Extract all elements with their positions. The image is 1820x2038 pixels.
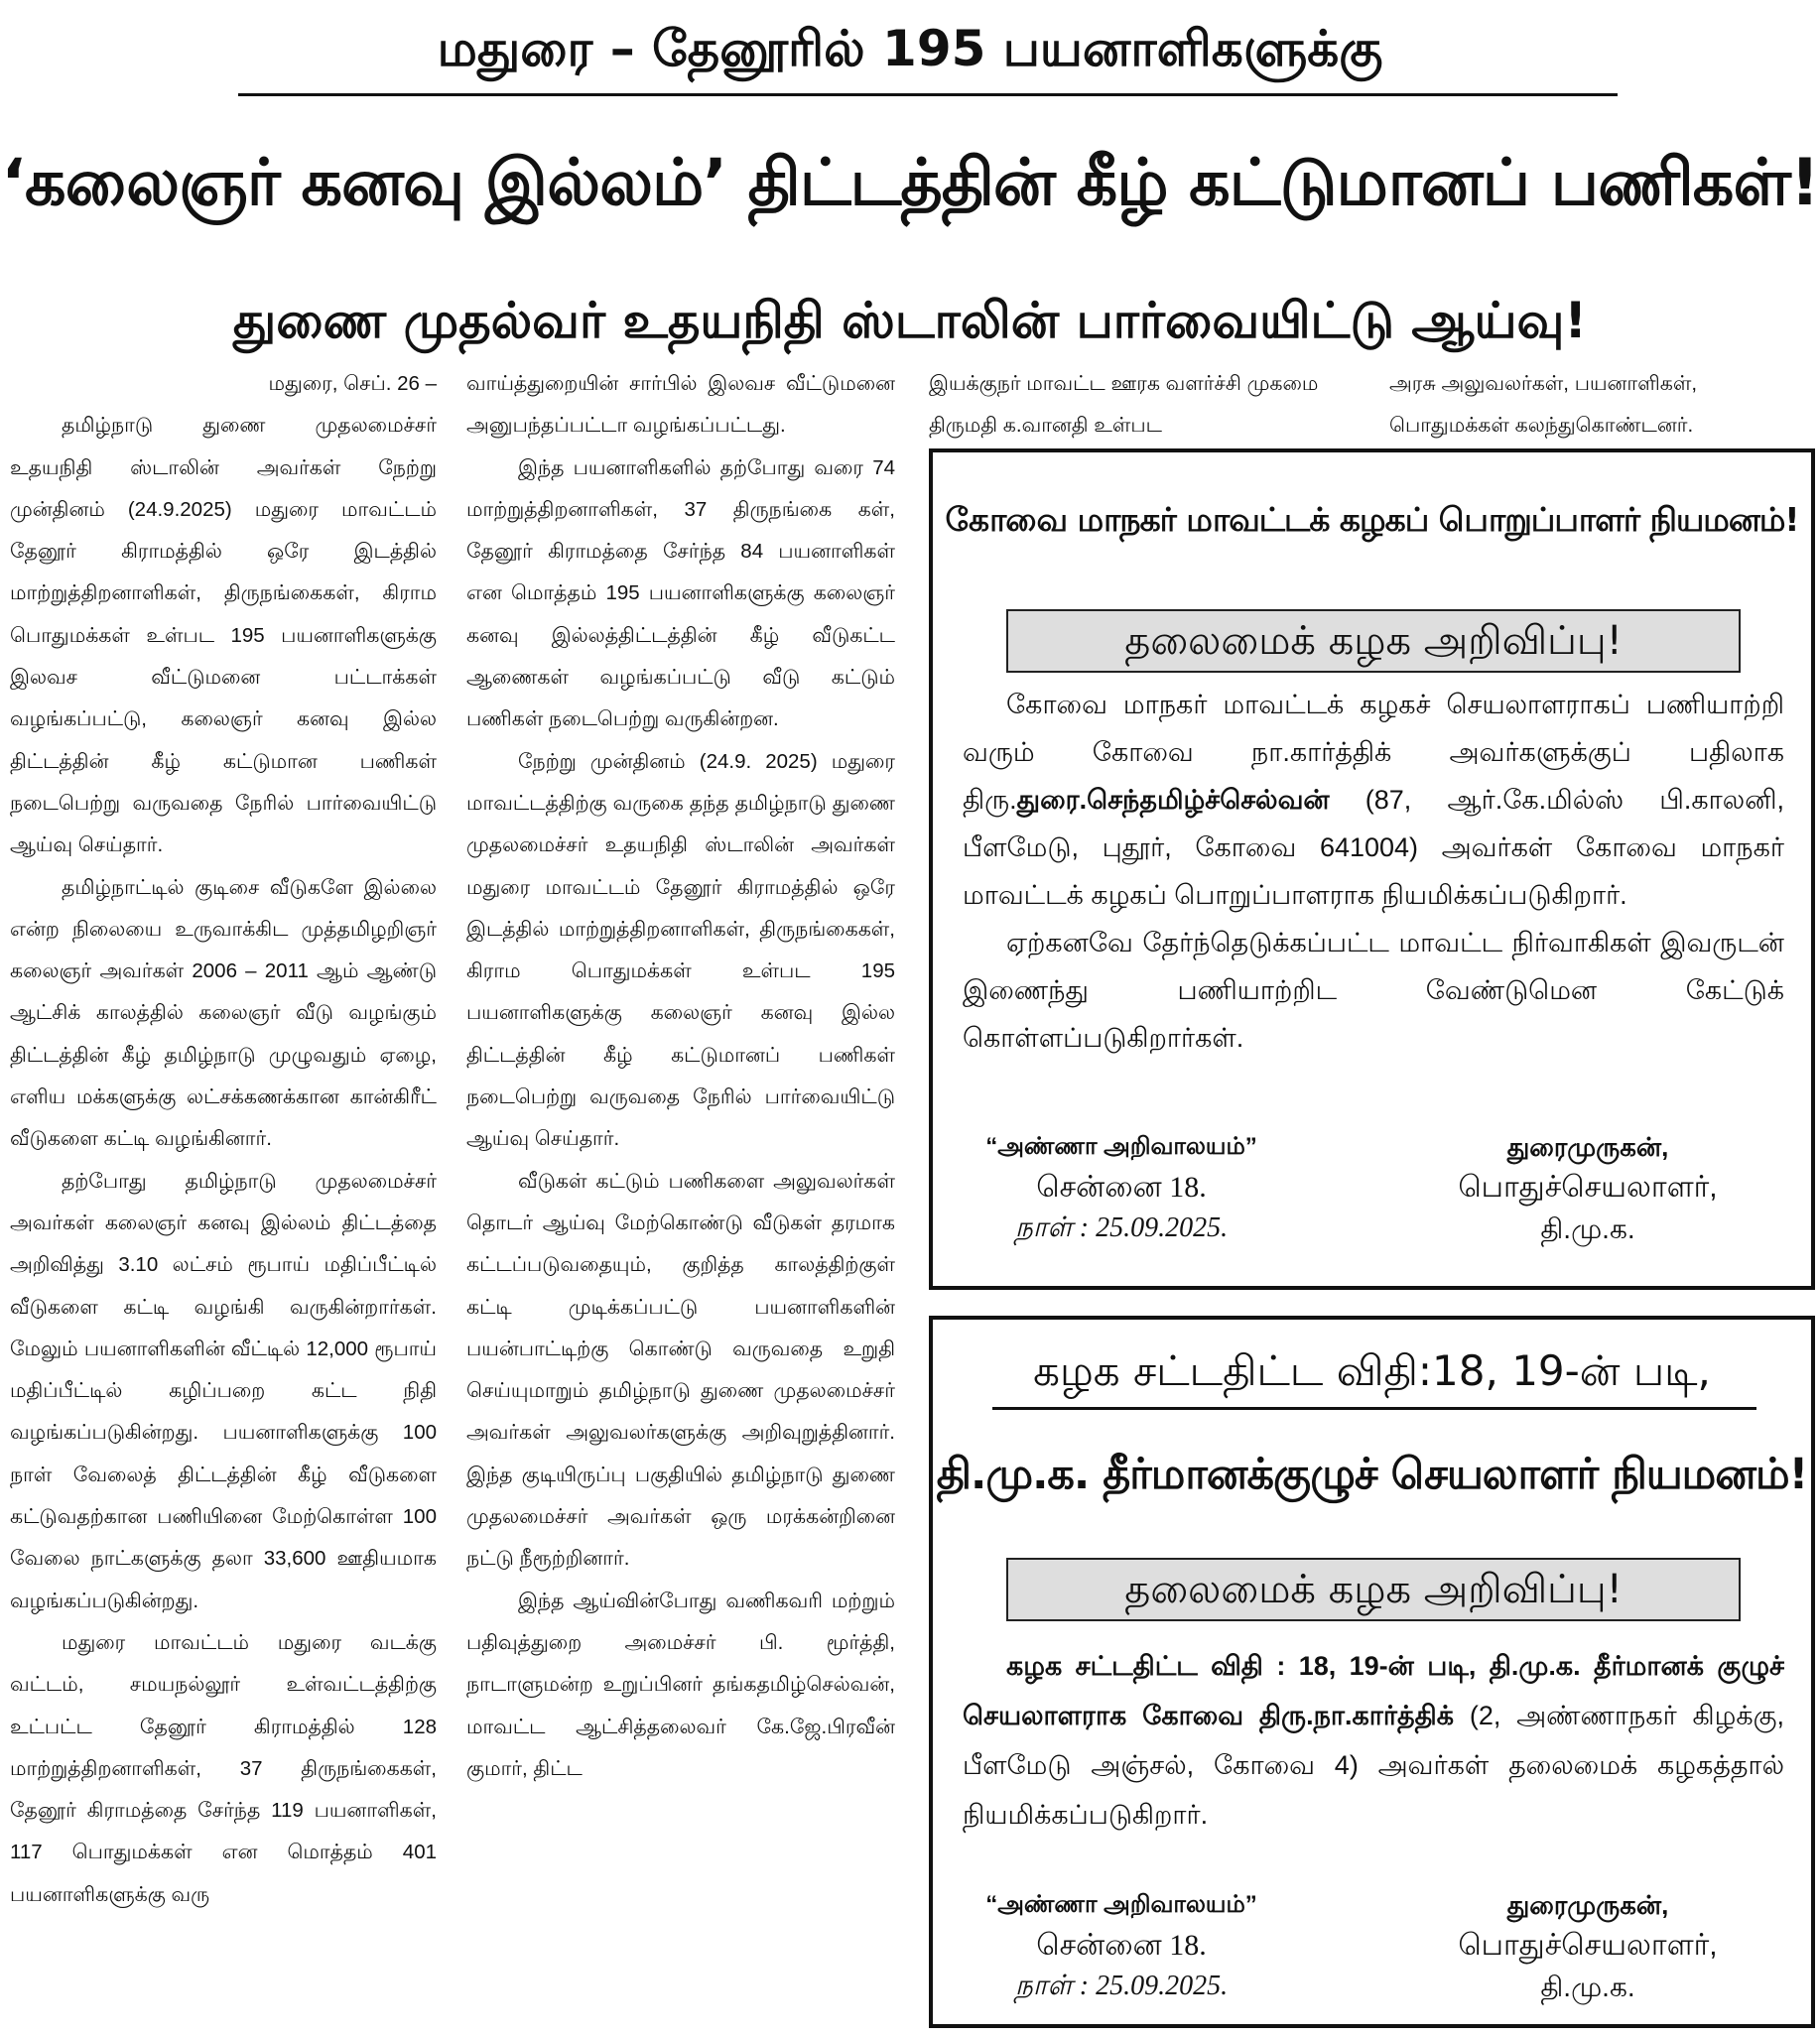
article-paragraph: வாய்த்துறையின் சார்பில் இலவச வீட்டுமனை அனுபந்தப்பட்டா வழங்கப்பட்டது.: [466, 372, 895, 438]
main-headline: ‘கலைஞர் கனவு இல்லம்’ திட்டத்தின் கீழ் கட்டுமானப் பணிகள்!: [1, 146, 1819, 220]
notice-kicker-underline: [992, 1407, 1756, 1410]
notice-paragraph: ஏற்கனவே தேர்ந்தெடுக்கப்பட்ட மாவட்ட நிர்வாகிகள் இவருடன் இணைந்து பணியாற்றிட வேண்டுமென கேட்டுக் கொள்ளப்படுகிறார்கள்.: [963, 928, 1784, 1053]
kicker-headline: மதுரை – தேனூரில் 195 பயனாளிகளுக்கு: [437, 20, 1383, 77]
signature-date: நாள் : 25.09.2025.: [1014, 1971, 1229, 2001]
signature-name-block: [1389, 1127, 1786, 1250]
subheadline: துணை முதல்வர் உதயநிதி ஸ்டாலின் பார்வையிட்டு ஆய்வு!: [232, 292, 1588, 349]
signatory-party: தி.மு.க.: [1540, 1213, 1635, 1244]
signatory-name: துரைமுருகன்,: [1506, 1890, 1669, 1920]
notice-paragraph: [963, 681, 1784, 919]
notice-body: [963, 1641, 1784, 1840]
signatory-name: துரைமுருகன்,: [1506, 1132, 1669, 1162]
notice-kicker: கழக சட்டதிட்ட விதி:18, 19-ன் படி,: [1033, 1346, 1711, 1395]
signature-name-block: [1389, 1885, 1786, 2008]
article-column-4: அரசு அலுவலர்கள், பயனாளிகள், பொதுமக்கள் கலந்துகொண்டனர்.: [1389, 372, 1698, 438]
notice-box-district-in-charge: [929, 448, 1815, 1290]
signature-city: சென்னை 18.: [1036, 1171, 1207, 1204]
signature-city: சென்னை 18.: [1036, 1929, 1207, 1962]
notice-label: தலைமைக் கழக அறிவிப்பு!: [1006, 1558, 1741, 1621]
notice-text: கோவை மாநகர் மாவட்டக் கழகச் செயலாளராகப் பணியாற்றி வரும் கோவை நா.கார்த்திக் அவர்களுக்குப் பதிலாக திரு.: [963, 690, 1784, 815]
notice-box-resolution-committee: [929, 1316, 1815, 2028]
signature-place-block: [963, 1885, 1280, 2006]
notice-text: (87, ஆர்.கே.மில்ஸ் பி.காலனி, பீளமேடு, புதூர், கோவை 641004) அவர்கள் கோவை மாநகர் மாவட்டக் கழகப் பொறுப்பாளராக நியமிக்கப்படுகிறார்.: [963, 785, 1784, 910]
notice-text: (2, அண்ணாநகர் கிழக்கு, பீளமேடு அஞ்சல், கோவை 4) அவர்கள் தலைமைக் கழகத்தால் நியமிக்கப்படுகிறார்.: [963, 1701, 1784, 1830]
signature-place: “அண்ணா அறிவாலயம்”: [985, 1891, 1257, 1918]
notice-bold-text: கழக சட்டதிட்ட விதி : 18, 19-ன் படி, தி.மு.க. தீர்மானக் குழுச் செயலாளராக கோவை திரு.நா.கார்த்திக்: [963, 1651, 1784, 1730]
article-paragraph: தமிழ்நாட்டில் குடிசை வீடுகளே இல்லை என்ற நிலையை உருவாக்கிட முத்தமிழறிஞர் கலைஞர் அவர்கள் 2006 – 2011 ஆம் ஆண்டு ஆட்சிக் காலத்தில் கலைஞர் வீடு வழங்கும் திட்டத்தின் கீழ் தமிழ்நாடு முழுவதும் ஏழை, எளிய மக்களுக்கு லட்சக்கணக்கான கான்கிரீட் வீடுகளை கட்டி வழங்கினார்.: [10, 875, 437, 1151]
article-column-1: [10, 363, 437, 1916]
article-paragraph: நேற்று முன்தினம் (24.9. 2025) மதுரை மாவட்டத்திற்கு வருகை தந்த தமிழ்நாடு துணை முதலமைச்சர் உதயநிதி ஸ்டாலின் அவர்கள் மதுரை மாவட்டம் தேனூர் கிராமத்தில் ஒரே இடத்தில் மாற்றுத்திறனாளிகள், திருநங்கைகள், கிராம பொதுமக்கள் உள்பட 195 பயனாளிகளுக்கு கலைஞர் கனவு இல்ல திட்டத்தின் கீழ் கட்டுமானப் பணிகள் நடைபெற்று வருவதை நேரில் பார்வையிட்டு ஆய்வு செய்தார்.: [466, 749, 895, 1151]
signature-place-block: [973, 1127, 1270, 1248]
kicker-underline: [238, 93, 1618, 96]
article-paragraph: வீடுகள் கட்டும் பணிகளை அலுவலர்கள் தொடர் ஆய்வு மேற்கொண்டு வீடுகள் தரமாக கட்டப்படுவதையும், குறித்த காலத்திற்குள் கட்டி முடிக்கப்பட்டு பயனாளிகளின் பயன்பாட்டிற்கு கொண்டு வருவதை உறுதி செய்யுமாறும் தமிழ்நாடு துணை முதலமைச்சர் அவர்கள் அலுவலர்களுக்கு அறிவுறுத்தினார். இந்த குடியிருப்பு பகுதியில் தமிழ்நாடு துணை முதலமைச்சர் அவர்கள் ஒரு மரக்கன்றினை நட்டு நீரூற்றினார்.: [466, 1169, 895, 1571]
article-paragraph: இந்த பயனாளிகளில் தற்போது வரை 74 மாற்றுத்திறனாளிகள், 37 திருநங்கை கள், தேனூர் கிராமத்தை சேர்ந்த 84 பயனாளிகள் என மொத்தம் 195 பயனாளிகளுக்கு கலைஞர் கனவு இல்லத்திட்டத்தின் கீழ் வீடுகட்ட ஆணைகள் வழங்கப்பட்டு வீடு கட்டும் பணிகள் நடைபெற்று வருகின்றன.: [466, 455, 895, 731]
article-paragraph: தற்போது தமிழ்நாடு முதலமைச்சர் அவர்கள் கலைஞர் கனவு இல்லம் திட்டத்தை அறிவித்து 3.10 லட்சம் ரூபாய் மதிப்பீட்டில் வீடுகளை கட்டி வழங்கி வருகின்றார்கள். மேலும் பயனாளிகளின் வீட்டில் 12,000 ரூபாய் மதிப்பீட்டில் கழிப்பறை கட்ட நிதி வழங்கப்படுகின்றது. பயனாளிகளுக்கு 100 நாள் வேலைத் திட்டத்தின் கீழ் வீடுகளை கட்டுவதற்கான பணியினை மேற்கொள்ள 100 வேலை நாட்களுக்கு தலா 33,600 ஊதியமாக வழங்கப்படுகின்றது.: [10, 1169, 437, 1612]
article-column-2: [466, 363, 895, 1790]
notice-body: [963, 681, 1784, 1062]
signature-place: “அண்ணா அறிவாலயம்”: [985, 1133, 1257, 1160]
article-paragraph: இந்த ஆய்வின்போது வணிகவரி மற்றும் பதிவுத்துறை அமைச்சர் பி. மூர்த்தி, நாடாளுமன்ற உறுப்பினர் தங்கதமிழ்செல்வன், மாவட்ட ஆட்சித்தலைவர் கே.ஜே.பிரவீன் குமார், திட்ட: [466, 1589, 895, 1780]
article-column-3: இயக்குநர் மாவட்ட ஊரக வளர்ச்சி முகமை திருமதி க.வானதி உள்பட: [929, 372, 1319, 438]
article-paragraph: தமிழ்நாடு துணை முதலமைச்சர் உதயநிதி ஸ்டாலின் அவர்கள் நேற்று முன்தினம் (24.9.2025) மதுரை மாவட்டம் தேனூர் கிராமத்தில் ஒரே இடத்தில் மாற்றுத்திறனாளிகள், திருநங்கைகள், கிராம பொதுமக்கள் உள்பட 195 பயனாளிகளுக்கு இலவச வீட்டுமனை பட்டாக்கள் வழங்கப்பட்டு, கலைஞர் கனவு இல்ல திட்டத்தின் கீழ் கட்டுமான பணிகள் நடைபெற்று வருவதை நேரில் பார்வையிட்டு ஆய்வு செய்தார்.: [10, 414, 437, 857]
signatory-role: பொதுச்செயலாளர்,: [1458, 1171, 1718, 1204]
notice-paragraph: [963, 1641, 1784, 1840]
signatory-party: தி.மு.க.: [1540, 1972, 1635, 2002]
signature-date: நாள் : 25.09.2025.: [1014, 1212, 1229, 1243]
notice-label: தலைமைக் கழக அறிவிப்பு!: [1006, 609, 1741, 673]
notice-title: தி.மு.க. தீர்மானக்குழுச் செயலாளர் நியமனம்!: [936, 1450, 1808, 1499]
notice-title: கோவை மாநகர் மாவட்டக் கழகப் பொறுப்பாளர் நியமனம்!: [945, 500, 1799, 539]
signatory-role: பொதுச்செயலாளர்,: [1458, 1929, 1718, 1962]
article-paragraph: மதுரை மாவட்டம் மதுரை வடக்கு வட்டம், சமயநல்லூர் உள்வட்டத்திற்கு உட்பட்ட தேனூர் கிராமத்தில் 128 மாற்றுத்திறனாளிகள், 37 திருநங்கைகள், தேனூர் கிராமத்தை சேர்ந்த 119 பயனாளிகள், 117 பொதுமக்கள் என மொத்தம் 401 பயனாளிகளுக்கு வரு: [10, 1630, 437, 1906]
article-dateline: மதுரை, செப். 26 –: [268, 372, 437, 395]
appointee-name: துரை.செந்தமிழ்ச்செல்வன்: [1016, 785, 1330, 815]
